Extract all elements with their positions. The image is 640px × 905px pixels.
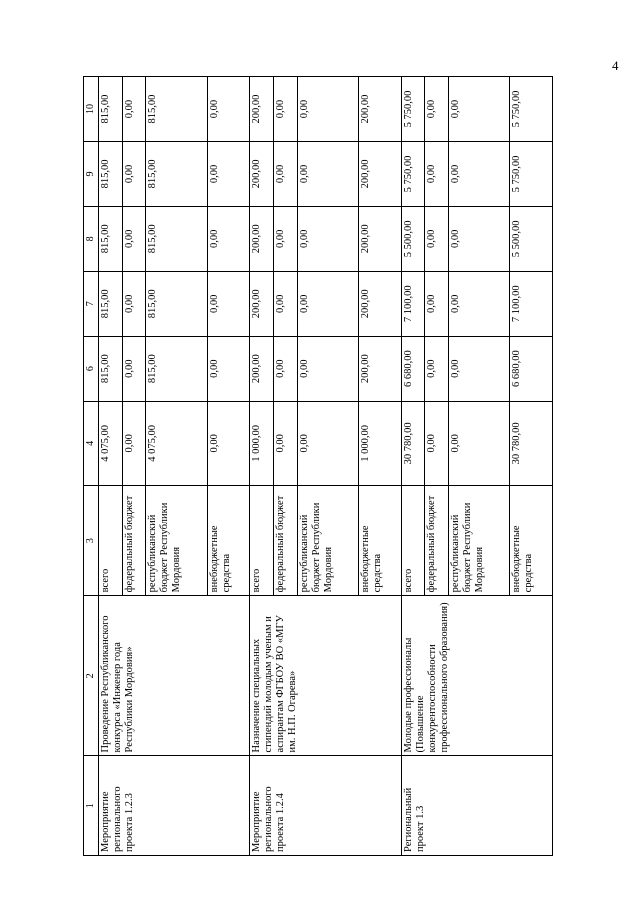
amount-cell: 0,00 — [207, 206, 250, 271]
amount-cell: 200,00 — [359, 336, 402, 401]
amount-cell: 7 100,00 — [401, 271, 425, 336]
project-id-cell: Мероприятие регионального проекта 1.2.3 — [99, 756, 250, 856]
amount-cell: 4 075,00 — [99, 401, 123, 485]
amount-cell: 815,00 — [99, 336, 123, 401]
amount-cell: 30 780,00 — [510, 401, 553, 485]
amount-cell: 0,00 — [425, 401, 449, 485]
funding-source-cell: всего — [401, 486, 425, 596]
amount-cell: 0,00 — [448, 141, 509, 206]
amount-cell: 815,00 — [99, 271, 123, 336]
amount-cell: 5 500,00 — [401, 206, 425, 271]
amount-cell: 0,00 — [448, 336, 509, 401]
funding-source-cell: федеральный бюджет — [273, 486, 297, 596]
amount-cell: 815,00 — [146, 271, 207, 336]
header-cell: 2 — [84, 596, 99, 756]
header-cell: 10 — [84, 77, 99, 142]
table-body — [99, 77, 553, 856]
amount-cell: 1 000,00 — [359, 401, 402, 485]
amount-cell: 5 750,00 — [510, 77, 553, 142]
funding-source-cell: внебюджетные средства — [207, 486, 250, 596]
amount-cell: 815,00 — [146, 77, 207, 142]
amount-cell: 0,00 — [425, 141, 449, 206]
funding-source-cell: республиканский бюджет Республики Мордовия — [297, 486, 358, 596]
amount-cell: 200,00 — [359, 141, 402, 206]
amount-cell: 0,00 — [425, 77, 449, 142]
budget-table — [83, 76, 553, 856]
amount-cell: 0,00 — [448, 77, 509, 142]
amount-cell: 0,00 — [297, 141, 358, 206]
amount-cell: 0,00 — [448, 271, 509, 336]
amount-cell: 0,00 — [273, 206, 297, 271]
amount-cell: 815,00 — [99, 206, 123, 271]
amount-cell: 0,00 — [273, 77, 297, 142]
header-row — [84, 77, 99, 856]
funding-source-cell: федеральный бюджет — [425, 486, 449, 596]
amount-cell: 0,00 — [448, 206, 509, 271]
amount-cell: 0,00 — [273, 271, 297, 336]
project-name-cell: Назначение специальных стипендий молодым ученым и аспирантам ФГБОУ ВО «МГУ им. Н.П. Огарева» — [250, 596, 401, 756]
amount-cell: 815,00 — [99, 77, 123, 142]
table-row — [250, 77, 274, 856]
funding-source-cell: всего — [99, 486, 123, 596]
amount-cell: 0,00 — [207, 141, 250, 206]
project-name-cell: Проведение Республиканского конкурса «Инженер года Республики Мордовия» — [99, 596, 250, 756]
amount-cell: 0,00 — [207, 401, 250, 485]
amount-cell: 815,00 — [146, 336, 207, 401]
amount-cell: 7 100,00 — [510, 271, 553, 336]
amount-cell: 0,00 — [297, 336, 358, 401]
amount-cell: 200,00 — [250, 336, 274, 401]
amount-cell: 0,00 — [122, 141, 146, 206]
amount-cell: 6 680,00 — [510, 336, 553, 401]
amount-cell: 30 780,00 — [401, 401, 425, 485]
amount-cell: 200,00 — [359, 271, 402, 336]
amount-cell: 0,00 — [297, 77, 358, 142]
project-name-cell: Молодые профессионалы (Повышение конкурентоспособности профессионального образования) — [401, 596, 552, 756]
funding-source-cell: внебюджетные средства — [510, 486, 553, 596]
amount-cell: 200,00 — [359, 77, 402, 142]
amount-cell: 0,00 — [448, 401, 509, 485]
amount-cell: 0,00 — [297, 206, 358, 271]
amount-cell: 0,00 — [122, 77, 146, 142]
table-row — [99, 77, 123, 856]
header-cell: 9 — [84, 141, 99, 206]
amount-cell: 1 000,00 — [250, 401, 274, 485]
amount-cell: 4 075,00 — [146, 401, 207, 485]
amount-cell: 6 680,00 — [401, 336, 425, 401]
header-cell: 8 — [84, 206, 99, 271]
amount-cell: 5 750,00 — [401, 77, 425, 142]
funding-source-cell: внебюджетные средства — [359, 486, 402, 596]
header-cell: 4 — [84, 401, 99, 485]
amount-cell: 0,00 — [122, 401, 146, 485]
amount-cell: 0,00 — [122, 271, 146, 336]
amount-cell: 0,00 — [207, 271, 250, 336]
header-cell: 7 — [84, 271, 99, 336]
amount-cell: 200,00 — [250, 206, 274, 271]
amount-cell: 5 750,00 — [510, 141, 553, 206]
amount-cell: 0,00 — [122, 336, 146, 401]
header-cell: 1 — [84, 756, 99, 856]
amount-cell: 200,00 — [250, 77, 274, 142]
amount-cell: 0,00 — [297, 271, 358, 336]
amount-cell: 0,00 — [207, 77, 250, 142]
amount-cell: 815,00 — [146, 206, 207, 271]
project-id-cell: Региональный проект 1.3 — [401, 756, 552, 856]
amount-cell: 0,00 — [207, 336, 250, 401]
amount-cell: 815,00 — [146, 141, 207, 206]
amount-cell: 5 750,00 — [401, 141, 425, 206]
amount-cell: 0,00 — [122, 206, 146, 271]
amount-cell: 0,00 — [425, 336, 449, 401]
amount-cell: 200,00 — [250, 271, 274, 336]
amount-cell: 0,00 — [273, 141, 297, 206]
rotated-page-content — [83, 76, 553, 856]
table-row — [401, 77, 425, 856]
amount-cell: 0,00 — [273, 336, 297, 401]
amount-cell: 0,00 — [425, 206, 449, 271]
amount-cell: 200,00 — [250, 141, 274, 206]
amount-cell: 200,00 — [359, 206, 402, 271]
amount-cell: 0,00 — [425, 271, 449, 336]
amount-cell: 0,00 — [297, 401, 358, 485]
funding-source-cell: всего — [250, 486, 274, 596]
header-cell: 6 — [84, 336, 99, 401]
funding-source-cell: федеральный бюджет — [122, 486, 146, 596]
page-number: 4 — [612, 58, 619, 73]
project-id-cell: Мероприятие регионального проекта 1.2.4 — [250, 756, 401, 856]
funding-source-cell: республиканский бюджет Республики Мордовия — [146, 486, 207, 596]
amount-cell: 0,00 — [273, 401, 297, 485]
amount-cell: 5 500,00 — [510, 206, 553, 271]
header-cell: 3 — [84, 486, 99, 596]
funding-source-cell: республиканский бюджет Республики Мордовия — [448, 486, 509, 596]
amount-cell: 815,00 — [99, 141, 123, 206]
